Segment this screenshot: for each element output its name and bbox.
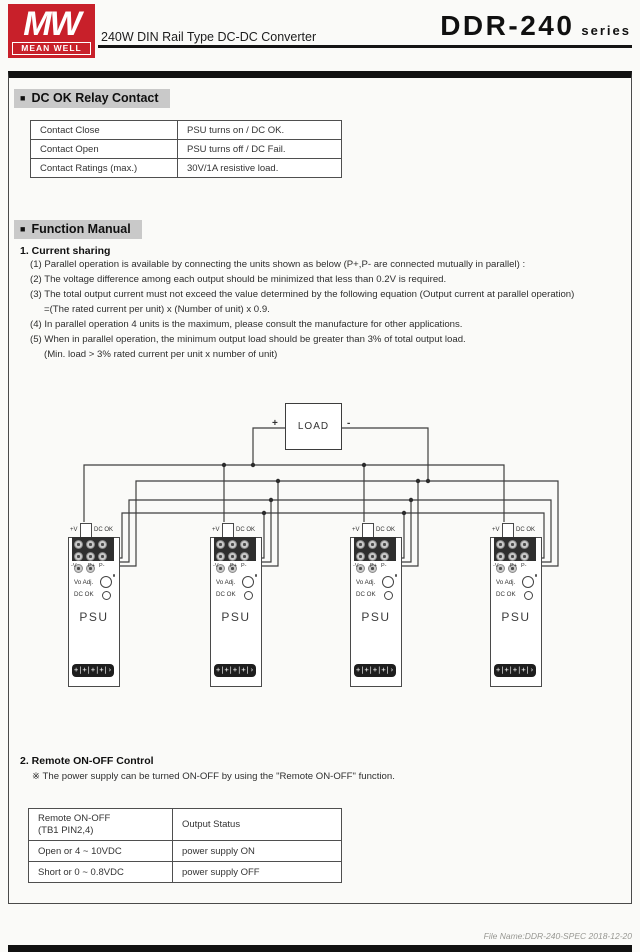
screw-terminal-icon [496, 552, 505, 561]
vo-adj-potentiometer-icon [100, 576, 112, 588]
terminal-label: P- [99, 563, 105, 569]
screw-terminal-icon [380, 552, 389, 561]
input-terminal-strip: +|+|+|+|› [214, 664, 256, 677]
terminal-label: +V [492, 527, 500, 533]
psu-unit-1 [68, 527, 120, 687]
manual-line: (1) Parallel operation is available by connecting the units shown as below (P+,P- are connected mutually in parallel) : [30, 259, 526, 270]
section-heading-text: DC OK Relay Contact [31, 91, 159, 105]
square-bullet-icon: ■ [20, 223, 26, 234]
terminal-label: -V [353, 563, 359, 569]
page-title: 240W DIN Rail Type DC-DC Converter [101, 30, 317, 44]
vo-adj-label: Vo Adj. [356, 579, 376, 586]
table-cell: Contact Close [31, 121, 178, 140]
table-cell [29, 809, 173, 841]
screw-terminal-icon [368, 552, 377, 561]
table-cell: 30V/1A resistive load. [178, 159, 342, 178]
table-cell: PSU turns off / DC Fail. [178, 140, 342, 159]
manual-line: (5) When in parallel operation, the minimum output load should be greater than 3% of total output load. [30, 334, 466, 345]
dc-ok-label: DC OK [216, 591, 236, 598]
model-number: DDR-240 [440, 10, 575, 41]
logo-mw-icon: MW [23, 5, 80, 43]
psu-label: PSU [501, 610, 531, 624]
terminal-label: P+ [510, 563, 517, 569]
screw-terminal-icon [520, 540, 529, 549]
screw-terminal-icon [74, 540, 83, 549]
screw-terminal-icon [86, 552, 95, 561]
load-label: LOAD [297, 421, 330, 432]
screw-terminal-icon [368, 540, 377, 549]
screw-terminal-icon [356, 552, 365, 561]
terminal-label: +V [352, 527, 360, 533]
terminal-label: P- [521, 563, 527, 569]
terminal-label: -V [71, 563, 77, 569]
table-cell: Contact Ratings (max.) [31, 159, 178, 178]
header-divider [98, 45, 632, 48]
model-series: series [581, 23, 631, 38]
cell-line: Remote ON-OFF [38, 812, 111, 824]
load-box [285, 403, 342, 450]
terminal-label: -V [213, 563, 219, 569]
bottom-bar [8, 945, 632, 952]
dc-ok-label: DC OK [74, 591, 94, 598]
manual-line: (4) In parallel operation 4 units is the maximum, please consult the manufacture for other applications. [30, 319, 463, 330]
table-row [31, 121, 342, 140]
terminal-block [354, 537, 396, 561]
meanwell-logo [8, 4, 95, 58]
psu-unit-4 [490, 527, 542, 687]
vo-adj-potentiometer-icon [382, 576, 394, 588]
psu-unit-2 [210, 527, 262, 687]
terminal-label: P+ [370, 563, 377, 569]
screw-terminal-icon [520, 552, 529, 561]
dc-ok-led-icon [384, 591, 393, 600]
table-cell: PSU turns on / DC OK. [178, 121, 342, 140]
screw-terminal-icon [508, 552, 517, 561]
terminal-label: DC OK [236, 527, 256, 533]
table-row [29, 809, 342, 841]
screw-terminal-icon [216, 552, 225, 561]
screw-terminal-icon [74, 552, 83, 561]
terminal-label: P- [381, 563, 387, 569]
table-row [29, 862, 342, 883]
terminal-label: +V [212, 527, 220, 533]
section-heading-text: Function Manual [31, 222, 131, 236]
relay-contact-table [30, 120, 342, 178]
screw-terminal-icon [356, 540, 365, 549]
load-plus-label: + [272, 418, 278, 429]
input-terminal-strip: +|+|+|+|› [494, 664, 536, 677]
screw-terminal-icon [240, 540, 249, 549]
psu-label: PSU [79, 610, 109, 624]
screw-terminal-icon [228, 540, 237, 549]
dc-ok-label: DC OK [356, 591, 376, 598]
vo-adj-potentiometer-icon [522, 576, 534, 588]
table-row [31, 159, 342, 178]
subsection-title-remote-onoff: 2. Remote ON-OFF Control [20, 755, 154, 767]
screw-terminal-icon [508, 540, 517, 549]
subsection-title-current-sharing: 1. Current sharing [20, 245, 111, 257]
section-heading-relay-contact [14, 89, 170, 108]
terminal-block [214, 537, 256, 561]
screw-terminal-icon [86, 540, 95, 549]
terminal-block [494, 537, 536, 561]
remote-onoff-table [28, 808, 342, 883]
psu-label: PSU [221, 610, 251, 624]
terminal-label: P+ [230, 563, 237, 569]
table-cell: Contact Open [31, 140, 178, 159]
table-row [29, 841, 342, 862]
table-cell: power supply ON [173, 841, 342, 862]
file-name-footer: File Name:DDR-240-SPEC 2018-12-20 [483, 931, 632, 941]
manual-line: (3) The total output current must not exceed the value determined by the following equation (Output current at parallel operation) [30, 289, 575, 300]
psu-label: PSU [361, 610, 391, 624]
input-terminal-strip: +|+|+|+|› [354, 664, 396, 677]
terminal-label: P+ [88, 563, 95, 569]
vo-adj-potentiometer-icon [242, 576, 254, 588]
terminal-label: -V [493, 563, 499, 569]
dc-ok-led-icon [524, 591, 533, 600]
terminal-label: DC OK [94, 527, 114, 533]
table-cell: power supply OFF [173, 862, 342, 883]
cell-line: (TB1 PIN2,4) [38, 824, 94, 836]
square-bullet-icon: ■ [20, 92, 26, 103]
screw-terminal-icon [228, 552, 237, 561]
terminal-block [72, 537, 114, 561]
terminal-label: +V [70, 527, 78, 533]
screw-terminal-icon [496, 540, 505, 549]
screw-terminal-icon [240, 552, 249, 561]
manual-line: (2) The voltage difference among each output should be minimized that less than 0.2V is required. [30, 274, 447, 285]
screw-terminal-icon [380, 540, 389, 549]
terminal-label: DC OK [516, 527, 536, 533]
manual-line: (Min. load > 3% rated current per unit x number of unit) [44, 349, 278, 360]
dc-ok-label: DC OK [496, 591, 516, 598]
psu-unit-3 [350, 527, 402, 687]
dc-ok-led-icon [244, 591, 253, 600]
vo-adj-label: Vo Adj. [496, 579, 516, 586]
manual-line: =(The rated current per unit) x (Number of unit) x 0.9. [44, 304, 270, 315]
table-cell: Short or 0 ~ 0.8VDC [29, 862, 173, 883]
model-title [440, 10, 631, 42]
parallel-connection-diagram [0, 392, 640, 704]
screw-terminal-icon [98, 552, 107, 561]
screw-terminal-icon [216, 540, 225, 549]
terminal-label: P- [241, 563, 247, 569]
vo-adj-label: Vo Adj. [74, 579, 94, 586]
dc-ok-led-icon [102, 591, 111, 600]
terminal-label: DC OK [376, 527, 396, 533]
remote-note: ※ The power supply can be turned ON-OFF by using the "Remote ON-OFF" function. [32, 771, 395, 782]
junction-dots [222, 463, 430, 515]
table-cell: Output Status [173, 809, 342, 841]
logo-brand-text: MEAN WELL [12, 42, 91, 55]
screw-terminal-icon [98, 540, 107, 549]
section-heading-function-manual [14, 220, 142, 239]
table-cell: Open or 4 ~ 10VDC [29, 841, 173, 862]
table-row [31, 140, 342, 159]
load-minus-label: - [347, 418, 351, 429]
vo-adj-label: Vo Adj. [216, 579, 236, 586]
input-terminal-strip: +|+|+|+|› [72, 664, 114, 677]
